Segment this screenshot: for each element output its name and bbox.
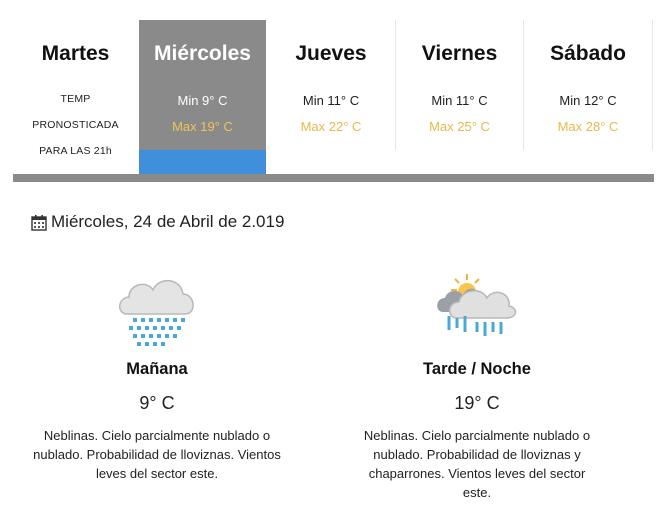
day-tab-sabado[interactable] — [524, 20, 652, 174]
detail-date — [31, 212, 284, 232]
period-afternoon-night — [356, 270, 598, 502]
min-temp: Min 11° C — [302, 93, 360, 108]
sun-cloud-rain-icon — [435, 270, 519, 352]
period-title: Tarde / Noche — [423, 360, 531, 378]
max-temp: Max 25° C — [429, 119, 490, 134]
strip-bottom-rule — [13, 174, 654, 182]
calendar-icon — [31, 214, 47, 231]
period-description: Neblinas. Cielo parcialmente nublado o nublado. Probabilidad de lloviznas. Vientos leves del sector este. — [33, 428, 281, 481]
period-title: Mañana — [126, 360, 188, 378]
max-temp: Max 19° C — [172, 119, 233, 134]
temp-label-line2: PRONOSTICADA — [32, 119, 119, 131]
min-temp: Min 12° C — [559, 93, 617, 108]
temp-label-line1: TEMP — [60, 93, 91, 105]
min-temp: Min 9° C — [177, 93, 228, 108]
min-temp: Min 11° C — [431, 93, 488, 108]
temp-label-line3: PARA LAS 21h — [39, 145, 112, 157]
period-temp: 9° C — [139, 393, 175, 413]
max-temp: Max 28° C — [557, 119, 619, 134]
day-tab-viernes[interactable] — [396, 20, 523, 174]
period-description: Neblinas. Cielo parcialmente nublado o nublado. Probabilidad de lloviznas y chaparrones. Vientos leves del sector este. — [363, 428, 591, 500]
drizzle-cloud-icon — [115, 270, 199, 352]
day-name: Miércoles — [154, 42, 251, 65]
forecast-day-strip — [13, 20, 654, 182]
selected-indicator — [139, 150, 266, 174]
date-text: Miércoles, 24 de Abril de 2.019 — [51, 212, 285, 231]
max-temp: Max 22° C — [300, 119, 362, 134]
day-name: Viernes — [421, 42, 498, 65]
day-name: Martes — [41, 42, 110, 65]
period-morning — [30, 270, 284, 483]
day-tab-martes[interactable] — [13, 20, 138, 174]
day-tab-miercoles[interactable] — [139, 20, 266, 174]
period-temp: 19° C — [454, 393, 500, 413]
day-name: Jueves — [295, 42, 367, 65]
day-name: Sábado — [550, 42, 626, 65]
day-tab-jueves[interactable] — [267, 20, 395, 174]
column-divider — [652, 20, 653, 150]
